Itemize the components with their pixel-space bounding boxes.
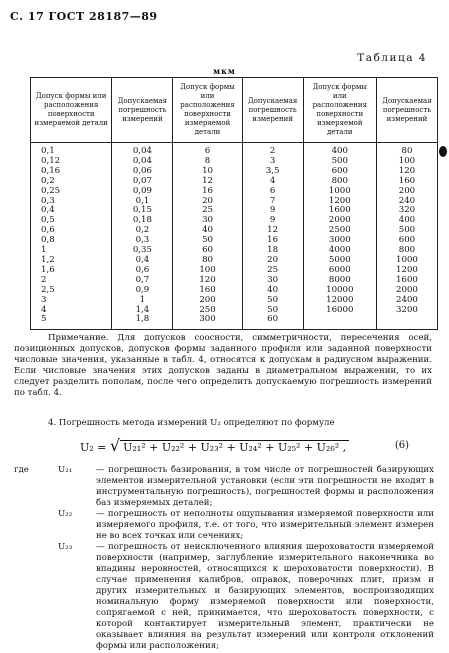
- definition-item: [14, 542, 434, 652]
- table-title: Таблица 4: [357, 52, 427, 64]
- table-cell: 2000: [303, 216, 376, 226]
- definition-text: — погрешность базирования, в том числе от погрешностей базирующих элементов измерительной установки (если эти погрешности не входят в инструментальную погрешность), погрешностей формы и расположения баз измеряемых деталей;: [96, 465, 434, 508]
- definition-symbol: U₂₁: [58, 465, 73, 475]
- table-cell: 3000: [303, 236, 376, 246]
- table-cell: 20: [173, 197, 242, 207]
- table-cell: 12: [242, 226, 303, 236]
- table-cell: 80: [376, 143, 437, 157]
- paragraph-4: 4. Погрешность метода измерений U₂ определяют по формуле: [48, 418, 335, 428]
- table-cell: 0,9: [112, 286, 173, 296]
- table-cell: 0,2: [31, 177, 112, 187]
- table-cell: 100: [376, 157, 437, 167]
- table-cell: 20: [242, 256, 303, 266]
- table-cell: 50: [173, 236, 242, 246]
- table-cell: 0,8: [31, 236, 112, 246]
- table-row: [31, 143, 438, 157]
- column-header: Допускаемая погрешность измерений: [242, 78, 303, 143]
- table-cell: 240: [376, 197, 437, 207]
- table-row: [31, 276, 438, 286]
- table-cell: 9: [242, 206, 303, 216]
- table-row: [31, 197, 438, 207]
- table-row: [31, 216, 438, 226]
- table-cell: 60: [242, 315, 303, 329]
- table-cell: 0,04: [112, 143, 173, 157]
- table-cell: 10000: [303, 286, 376, 296]
- table-cell: 2: [31, 276, 112, 286]
- table-cell: 1600: [376, 276, 437, 286]
- table-cell: 300: [173, 315, 242, 329]
- formula: [80, 436, 349, 455]
- table-cell: 1200: [376, 266, 437, 276]
- table-cell: 800: [376, 246, 437, 256]
- table-cell: 30: [242, 276, 303, 286]
- table-cell: 7: [242, 197, 303, 207]
- table-cell: 5: [31, 315, 112, 329]
- table-cell: 3,5: [242, 167, 303, 177]
- where-label: где: [14, 465, 29, 475]
- table-row: [31, 266, 438, 276]
- table-cell: 1000: [376, 256, 437, 266]
- table-cell: 8000: [303, 276, 376, 286]
- table-row: [31, 236, 438, 246]
- table-cell: 6: [242, 187, 303, 197]
- table-cell: 16: [173, 187, 242, 197]
- table-row: [31, 306, 438, 316]
- column-header: Допуск формы или расположения поверхности измеряемой детали: [303, 78, 376, 143]
- table-cell: 50: [242, 296, 303, 306]
- table-cell: 0,12: [31, 157, 112, 167]
- definition-item: [14, 509, 434, 542]
- table-cell: 2000: [376, 286, 437, 296]
- equation-number: (6): [394, 440, 409, 451]
- page-header: С. 17 ГОСТ 28187—89: [10, 10, 158, 23]
- table-cell: 1,6: [31, 266, 112, 276]
- table-cell: 0,4: [31, 206, 112, 216]
- table-cell: 8: [173, 157, 242, 167]
- table-cell: 0,18: [112, 216, 173, 226]
- table-cell: 600: [303, 167, 376, 177]
- table-cell: 0,3: [31, 197, 112, 207]
- table-cell: 0,7: [112, 276, 173, 286]
- column-header: Допуск формы или расположения поверхности измеряемой детали: [173, 78, 242, 143]
- table-cell: 1,4: [112, 306, 173, 316]
- table-cell: 80: [173, 256, 242, 266]
- formula-lhs: U₂ =: [80, 441, 107, 454]
- table-cell: 120: [173, 276, 242, 286]
- table-cell: 60: [173, 246, 242, 256]
- table-body: [31, 143, 438, 330]
- table-cell: 0,5: [31, 216, 112, 226]
- margin-mark: [439, 146, 447, 157]
- table-cell: [376, 315, 437, 329]
- column-header: Допускаемая погрешность измерений: [376, 78, 437, 143]
- table-cell: 1: [112, 296, 173, 306]
- table-cell: 0,06: [112, 167, 173, 177]
- table-cell: 200: [173, 296, 242, 306]
- table-cell: 0,35: [112, 246, 173, 256]
- table-note: Примечание. Для допусков соосности, симметричности, пересечения осей, позиционных допусков, допусков формы заданного профиля или заданной поверхности числовые значения, указанные в табл. 4, относятся к допускам в радиусном выражении. Если числовые значения этих допусков заданы в диаметральном выражении, то их следует разделить пополам, после чего определить допускаемую погрешность измерений по табл. 4.: [14, 333, 432, 398]
- table-cell: [303, 315, 376, 329]
- table-cell: 25: [242, 266, 303, 276]
- unit-label: мкм: [213, 66, 236, 76]
- table-cell: 0,04: [112, 157, 173, 167]
- table-cell: 2,5: [31, 286, 112, 296]
- table-cell: 1,2: [31, 256, 112, 266]
- tolerance-table: [30, 77, 438, 330]
- table-cell: 16: [242, 236, 303, 246]
- sqrt-icon: √: [109, 436, 121, 455]
- table-cell: 40: [242, 286, 303, 296]
- definition-text: — погрешность от неисключенного влияния шероховатости измеряемой поверхности (например, заглубление измерительного наконечника во впадины неровностей, относящихся к шероховатости поверхности). В случае применения калибров, оправок, поверочных плит, призм и других измерительных и базирующих элементов, воспроизводящих номинальную форму измеряемой поверхности или поверхности, сопрягаемой с ней, принимается, что шероховатость поверхности, с которой контактирует измерительный элемент, практически не оказывает влияния на результат измерений или контроля отклонений формы или расположения;: [96, 542, 434, 651]
- table-cell: 3: [242, 157, 303, 167]
- table-cell: 0,3: [112, 236, 173, 246]
- formula-rhs: U₂₁² + U₂₂² + U₂₃² + U₂₄² + U₂₅² + U₂₆² ,: [120, 440, 349, 454]
- table-cell: 0,15: [112, 206, 173, 216]
- table-cell: 160: [173, 286, 242, 296]
- table-cell: 6: [173, 143, 242, 157]
- table-cell: 9: [242, 216, 303, 226]
- table-header-row: [31, 78, 438, 143]
- table-cell: 250: [173, 306, 242, 316]
- table-row: [31, 296, 438, 306]
- table-cell: 2500: [303, 226, 376, 236]
- table-cell: 120: [376, 167, 437, 177]
- table-cell: 0,4: [112, 256, 173, 266]
- table-cell: 6000: [303, 266, 376, 276]
- table-cell: 400: [376, 216, 437, 226]
- table-cell: 4000: [303, 246, 376, 256]
- table-cell: 320: [376, 206, 437, 216]
- table-cell: 10: [173, 167, 242, 177]
- table-cell: 400: [303, 143, 376, 157]
- table-cell: 5000: [303, 256, 376, 266]
- table-cell: 500: [303, 157, 376, 167]
- table-cell: 0,1: [112, 197, 173, 207]
- table-cell: 500: [376, 226, 437, 236]
- table-cell: 25: [173, 206, 242, 216]
- table-cell: 50: [242, 306, 303, 316]
- table-row: [31, 167, 438, 177]
- definition-symbol: U₂₂: [58, 509, 73, 519]
- table-cell: 1200: [303, 197, 376, 207]
- table-row: [31, 206, 438, 216]
- table-cell: 1,8: [112, 315, 173, 329]
- table-cell: 12000: [303, 296, 376, 306]
- column-header: Допуск формы или расположения поверхности измеряемой детали: [31, 78, 112, 143]
- table-cell: 0,09: [112, 187, 173, 197]
- table-cell: 40: [173, 226, 242, 236]
- table-cell: 30: [173, 216, 242, 226]
- table-cell: 0,6: [31, 226, 112, 236]
- table-cell: 3: [31, 296, 112, 306]
- table-cell: 200: [376, 187, 437, 197]
- table-cell: 800: [303, 177, 376, 187]
- table-row: [31, 315, 438, 329]
- table-cell: 0,2: [112, 226, 173, 236]
- table-cell: 3200: [376, 306, 437, 316]
- definition-symbol: U₂₃: [58, 542, 73, 552]
- table-row: [31, 286, 438, 296]
- table-cell: 18: [242, 246, 303, 256]
- table-cell: 0,16: [31, 167, 112, 177]
- table-cell: 0,6: [112, 266, 173, 276]
- table-row: [31, 157, 438, 167]
- table-cell: 0,1: [31, 143, 112, 157]
- table-cell: 600: [376, 236, 437, 246]
- table-cell: 0,07: [112, 177, 173, 187]
- table-row: [31, 246, 438, 256]
- table-cell: 0,25: [31, 187, 112, 197]
- table-row: [31, 226, 438, 236]
- table-cell: 160: [376, 177, 437, 187]
- table-cell: 2: [242, 143, 303, 157]
- table-row: [31, 177, 438, 187]
- table-cell: 1000: [303, 187, 376, 197]
- table-cell: 100: [173, 266, 242, 276]
- table-row: [31, 256, 438, 266]
- table-cell: 1: [31, 246, 112, 256]
- table-cell: 1600: [303, 206, 376, 216]
- table-cell: 12: [173, 177, 242, 187]
- definition-item: [14, 465, 434, 509]
- table-cell: 4: [242, 177, 303, 187]
- table-cell: 2400: [376, 296, 437, 306]
- column-header: Допускаемая погрешность измерений: [112, 78, 173, 143]
- table-row: [31, 187, 438, 197]
- definition-text: — погрешность от неполноты ощупывания измеряемой поверхности или измеряемого профиля, т.е. от того, что измерительный элемент измерен не во всех точках или сечениях;: [96, 509, 434, 541]
- table-cell: 16000: [303, 306, 376, 316]
- table-cell: 4: [31, 306, 112, 316]
- definitions-list: [14, 465, 434, 652]
